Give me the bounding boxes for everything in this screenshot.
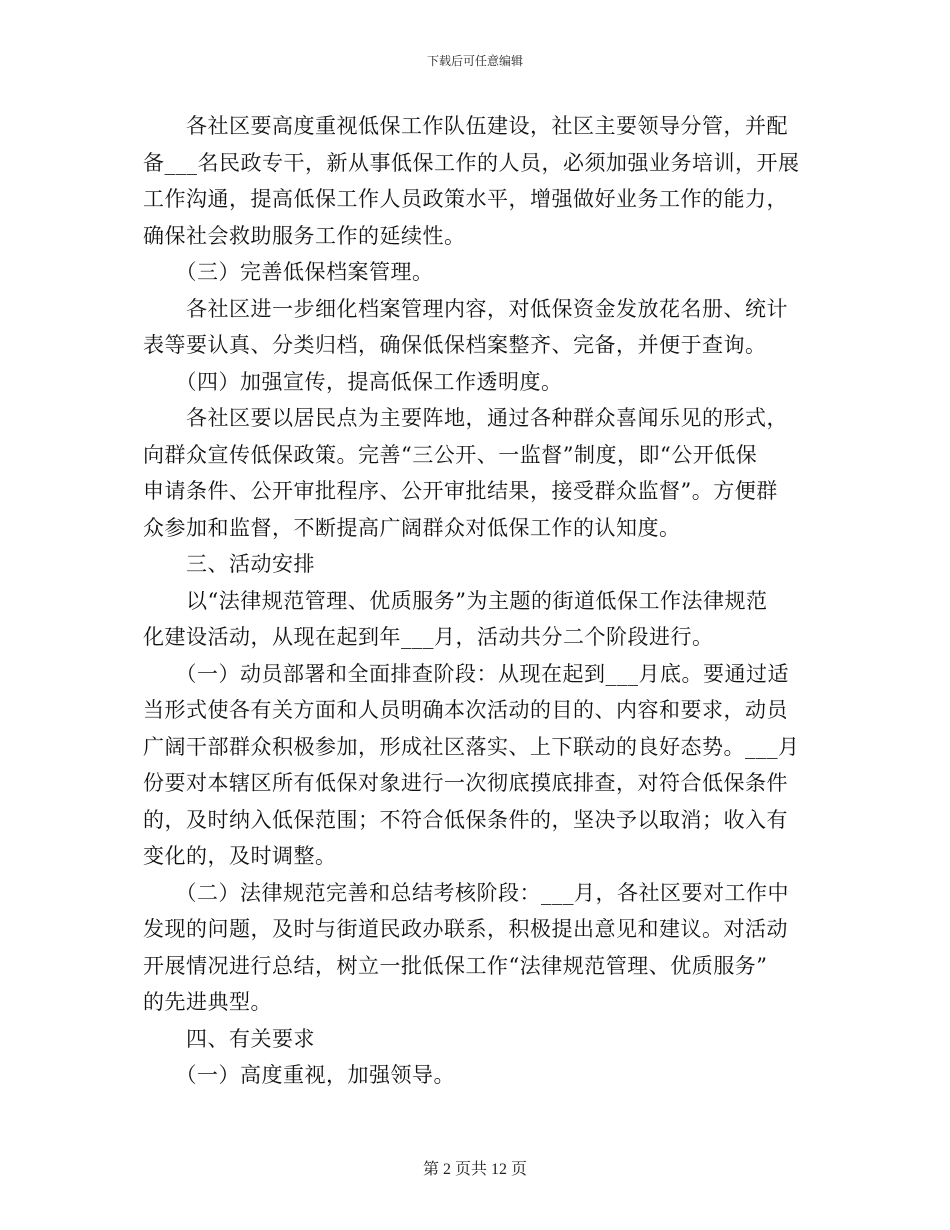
- text-line: 化建设活动，从现在起到年___月，活动共分二个阶段进行。: [143, 625, 714, 649]
- document-body: [143, 108, 813, 1094]
- section-heading: 四、有关要求: [143, 1026, 315, 1051]
- text-line: 各社区要高度重视低保工作队伍建设，社区主要领导分管，并配: [143, 114, 788, 138]
- text-line: 份要对本辖区所有低保对象进行一次彻底摸底排查，对符合低保条件: [143, 771, 788, 795]
- text-line: 以“法律规范管理、优质服务”为主题的街道低保工作法律规范: [143, 588, 768, 613]
- text-line: 各社区进一步细化档案管理内容，对低保资金发放花名册、统计: [143, 296, 788, 321]
- text-line: 开展情况进行总结，树立一批低保工作“法律规范管理、优质服务”: [143, 953, 768, 978]
- text-line: （二）法律规范完善和总结考核阶段：___月，各社区要对工作中: [143, 880, 789, 905]
- text-line: 众参加和监督，不断提高广阔群众对低保工作的认知度。: [143, 515, 681, 540]
- text-line: 确保社会救助服务工作的延续性。: [143, 223, 466, 248]
- text-line: 广阔干部群众积极参加，形成社区落实、上下联动的良好态势。___月: [143, 734, 800, 759]
- page-header: 下载后可任意编辑: [426, 54, 523, 68]
- section-heading: 三、活动安排: [143, 552, 315, 576]
- text-line: 备___名民政专干，新从事低保工作的人员，必须加强业务培训，开展: [143, 150, 800, 175]
- text-line: 发现的问题，及时与街道民政办联系，积极提出意见和建议。对活动: [143, 917, 788, 941]
- text-line: （一）动员部署和全面排查阶段：从现在起到___月底。要通过适: [143, 661, 789, 686]
- text-line: 申请条件、公开审批程序、公开审批结果，接受群众监督”。方便群: [143, 479, 778, 503]
- text-line: 的先进典型。: [143, 990, 272, 1014]
- section-heading: （四）加强宣传，提高低保工作透明度。: [143, 369, 563, 394]
- text-line: 工作沟通，提高低保工作人员政策水平，增强做好业务工作的能力，: [143, 187, 788, 211]
- text-line: 表等要认真、分类归档，确保低保档案整齐、完备，并便于查询。: [143, 333, 767, 357]
- section-heading: （一）高度重视，加强领导。: [143, 1063, 455, 1087]
- section-heading: （三）完善低保档案管理。: [143, 260, 434, 284]
- text-line: 向群众宣传低保政策。完善“三公开、一监督”制度，即“公开低保: [143, 442, 758, 467]
- text-line: 的，及时纳入低保范围；不符合低保条件的，坚决予以取消；收入有: [143, 807, 788, 832]
- text-line: 各社区要以居民点为主要阵地，通过各种群众喜闻乐见的形式，: [143, 406, 788, 430]
- text-line: 变化的，及时调整。: [143, 844, 337, 868]
- page-footer: 第 2 页共 12 页: [422, 1161, 527, 1178]
- text-line: 当形式使各有关方面和人员明确本次活动的目的、内容和要求，动员: [143, 698, 788, 722]
